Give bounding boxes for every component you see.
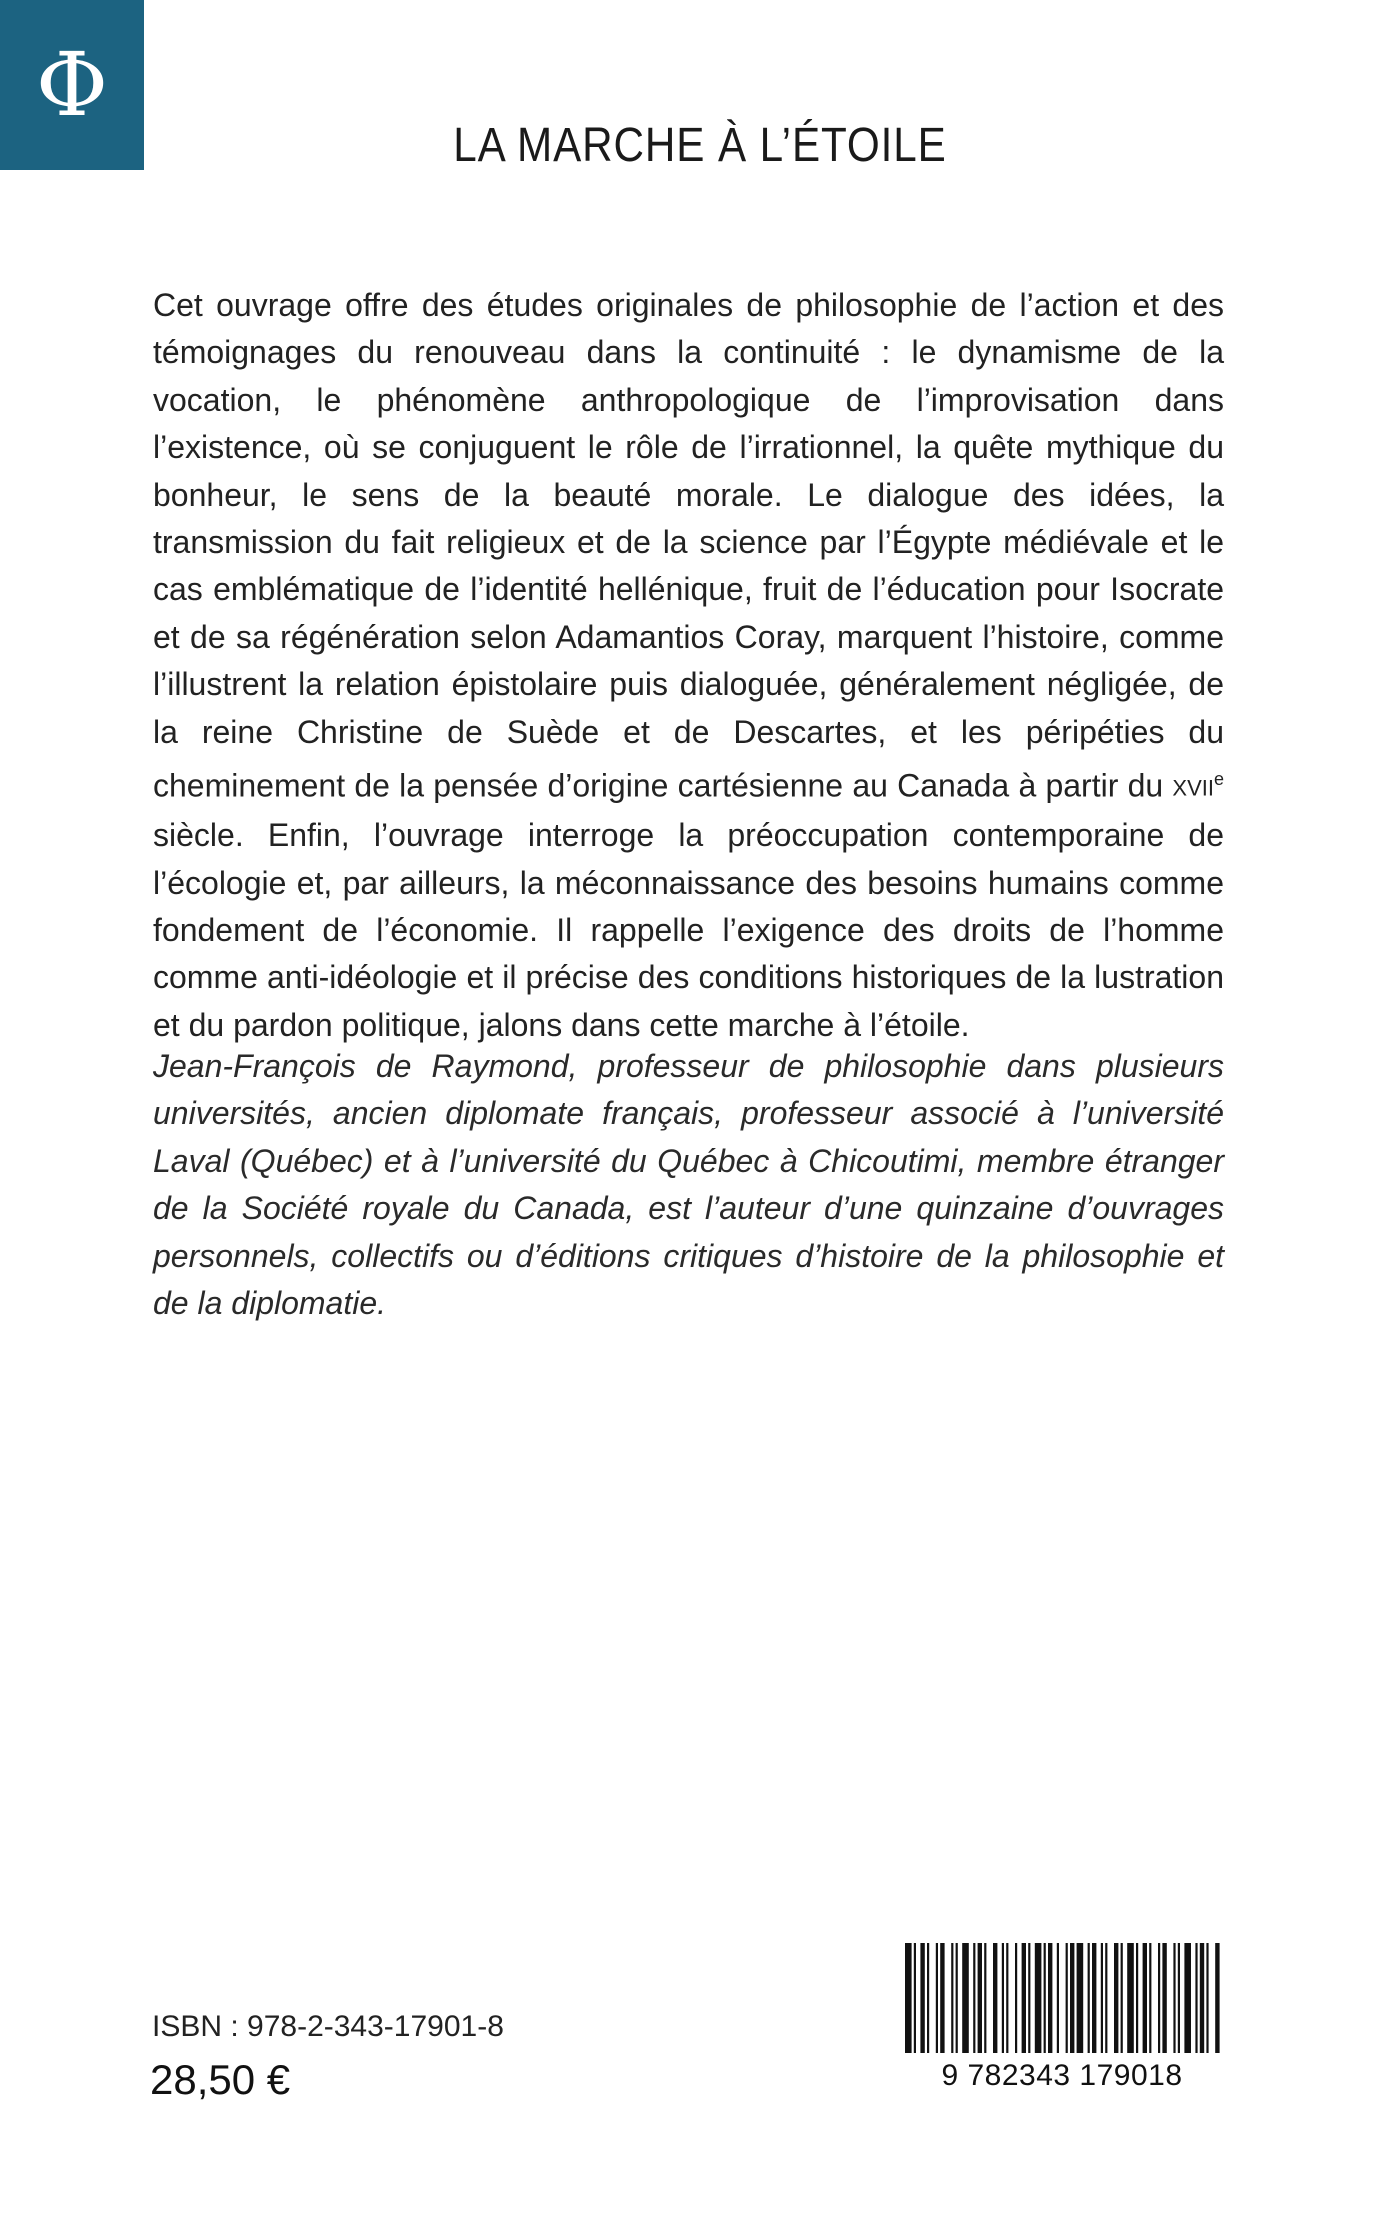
century-numeral: XVII xyxy=(1172,775,1214,801)
book-summary xyxy=(153,282,1224,1049)
isbn-label: ISBN : 978-2-343-17901-8 xyxy=(152,2010,504,2043)
author-name: Jean-François de Raymond xyxy=(153,1048,569,1084)
century-superscript: e xyxy=(1213,769,1224,790)
summary-part-1: Cet ouvrage offre des études originales de philosophie de l’action et des témoignages du renouveau dans la continuité : le dynamisme de la vocation, le phénomène anthropologique de l’improvisation dans l’existence, où se conjuguent le rôle de l’irrationnel, la quête mythique du bonheur, le sens de la beauté morale. Le dialogue des idées, la transmission du fait religieux et de la science par l’Égypte médiévale et le cas emblématique de l’identité hellénique, fruit de l’éducation pour Isocrate et de sa régénération selon Adamantios Coray, marquent l’histoire, comme l’illustrent la relation épistolaire puis dialoguée, généralement négligée, de la reine Christine de Suède et de Descartes, et les péripéties du cheminement de la pensée d’origine cartésienne au Canada à partir du xyxy=(153,287,1224,804)
book-title: LA MARCHE À L’ÉTOILE xyxy=(453,119,947,172)
summary-part-2: siècle. Enfin, l’ouvrage interroge la préoccupation contemporaine de l’écologie et, par ailleurs, la méconnaissance des besoins humains comme fondement de l’économie. Il rappelle l’exigence des droits de l’homme comme anti-idéologie et il précise des conditions historiques de la lustration et du pardon politique, jalons dans cette marche à l’étoile. xyxy=(153,817,1224,1043)
barcode-digits: 9 782343 179018 xyxy=(903,2053,1221,2098)
barcode xyxy=(903,1943,1221,2098)
phi-logo-icon: Φ xyxy=(35,33,109,136)
author-bio xyxy=(153,1043,1224,1327)
price-label: 28,50 € xyxy=(150,2056,291,2103)
author-bio-text: , professeur de philosophie dans plusieurs universités, ancien diplomate français, professeur associé à l’université Laval (Québec) et à l’université du Québec à Chicoutimi, membre étranger de la Société royale du Canada, est l’auteur d’une quinzaine d’ouvrages personnels, collectifs ou d’éditions critiques d’histoire de la philosophie et de la diplomatie. xyxy=(153,1048,1225,1322)
